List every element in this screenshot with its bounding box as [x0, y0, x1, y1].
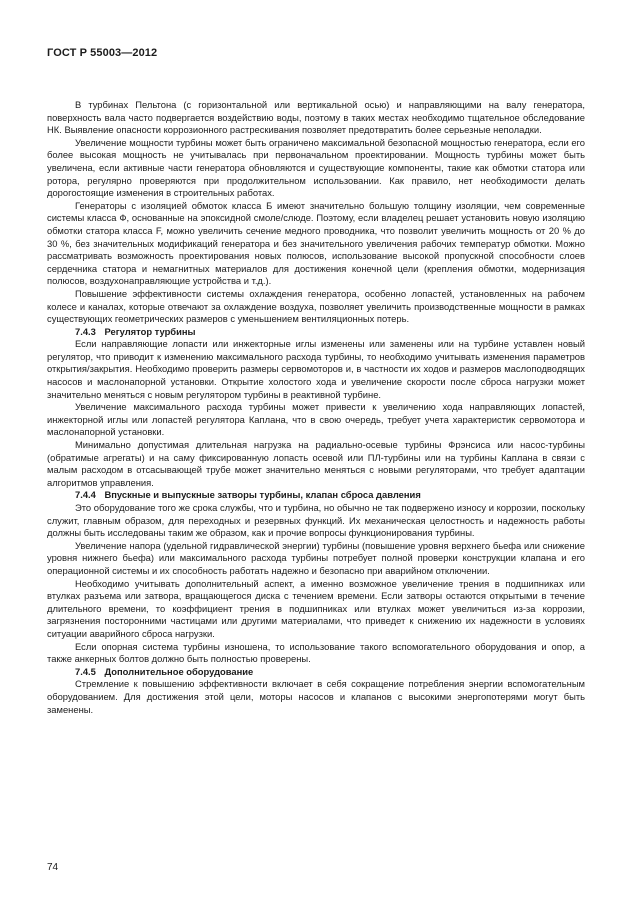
section-title: Впускные и выпускные затворы турбины, клапан сброса давления: [104, 489, 421, 501]
paragraph: Если опорная система турбины изношена, то использование такого вспомогательного оборудования и опор, а также анкерных болтов должно быть полностью проверены.: [47, 640, 585, 665]
section-heading-7-4-3: [47, 326, 585, 339]
document-body: [47, 99, 585, 716]
paragraph: Увеличение максимального расхода турбины может привести к увеличению хода направляющих лопастей, инжекторной иглы или лопастей регулятора Каплана, что в свою очередь, требует учета характеристик сервомотора и маслонапорной установки.: [47, 401, 585, 438]
section-heading-7-4-5: [47, 666, 585, 679]
paragraph: Если направляющие лопасти или инжекторные иглы изменены или заменены или на турбине уставлен новый регулятор, что приводит к изменению максимального расхода турбины, то необходимо учитывать изменения параметров открытия/закрытия. Необходимо проверить размеры сервомоторов и, в частности их ходов и размеров маслоподводящих насосов и маслонапорной установки. Открытие холостого хода и увеличение скорости после сброса нагрузки может значительно меняться с новым регулятором турбины в реактивной турбине.: [47, 338, 585, 400]
paragraph: Необходимо учитывать дополнительный аспект, а именно возможное увеличение трения в подшипниках или втулках разъема или затвора, вращающегося диска с течением времени. Если затворы остаются открытыми в течение длительного времени, то коэффициент трения в подшипниках или втулках может увеличиться из-за коррозии, загрязнения посторонними частицами или другими материалами, что приведет к снижению их надежности в условиях ситуации аварийного сброса нагрузки.: [47, 577, 585, 639]
page-number: 74: [47, 862, 59, 873]
section-number: 7.4.3: [75, 325, 96, 337]
paragraph: В турбинах Пельтона (с горизонтальной или вертикальной осью) и направляющими на валу генератора, поверхность вала часто подвергается воздействию воды, поэтому в таких местах необходимо тщательное обследование НК. Выявление опасности коррозионного растрескивания позволяет предотвратить более серьезные неполадки.: [47, 99, 585, 136]
paragraph: Это оборудование того же срока службы, что и турбина, но обычно не так подвержено износу и коррозии, поскольку служит, главным образом, для переходных и резервных функций. Их механическая целостность и надежность работы должны быть исследованы таким же образом, как и прочие вопросы функционирования турбины.: [47, 502, 585, 539]
standard-header: ГОСТ Р 55003—2012: [47, 47, 158, 59]
paragraph: Увеличение напора (удельной гидравлической энергии) турбины (повышение уровня верхнего бьефа или снижение уровня нижнего бьефа) или максимального расхода турбины потребует полной проверки конструкции клапана и его операционной системы и их способность работать надежно и безопасно при аварийном отключении.: [47, 539, 585, 576]
section-number: 7.4.4: [75, 489, 96, 501]
paragraph: Увеличение мощности турбины может быть ограничено максимальной безопасной мощностью генератора, если его более высокая мощность не учитывалась при первоначальном проектировании. Мощность турбины может быть увеличена, если активные части генератора обновляются и существующие компоненты, такие как обмотки статора или ротора, регулярно проверяются при продолжительном использовании. Как правило, нет необходимости делать дорогостоящие изменения в строительных работах.: [47, 136, 585, 199]
paragraph: Генераторы с изоляцией обмоток класса Б имеют значительно большую толщину изоляции, чем современные системы класса Ф, основанные на эпоксидной смоле/слюде. Поэтому, если владелец решает установить новую изоляцию обмотки статора класса F, можно увеличить сечение медного проводника, что позволит увеличить мощность от 20 % до 30 %, без значительных модификаций генератора и без значительного увеличения рабочих температур обмотки. Можно рассматривать возможность проектирования новых полюсов, использование высокой пропускной способности слоев сердечника статора и немагнитных материалов для достижения конечной цели (крепления обмотки, модернизация полюсов, воздухонаправляющие устройства и т.д.).: [47, 199, 585, 287]
section-title: Регулятор турбины: [104, 325, 196, 337]
section-heading-7-4-4: [47, 489, 585, 502]
section-number: 7.4.5: [75, 665, 96, 677]
paragraph: Минимально допустимая длительная нагрузка на радиально-осевые турбины Фрэнсиса или насос-турбины (обратимые агрегаты) и на саму фиксированную лопасть осевой или ПЛ-турбины или на турбины Каплана в связи с малым расходом в отсасывающей трубе может значительно меняться с новыми регуляторами, что требует адаптации алгоритмов управления.: [47, 439, 585, 488]
paragraph: Стремление к повышению эффективности включает в себя сокращение потребления энергии вспомогательным оборудованием. Для достижения этой цели, моторы насосов и клапанов с высокими энергопотерями могут быть заменены.: [47, 678, 585, 715]
section-title: Дополнительное оборудование: [104, 665, 254, 677]
paragraph: Повышение эффективности системы охлаждения генератора, особенно лопастей, установленных на рабочем колесе и каналах, которые отвечают за охлаждение воздуха, позволяет увеличить производственные мощности в рамках существующих геометрических размеров с уменьшением вентиляционных потерь.: [47, 287, 585, 325]
